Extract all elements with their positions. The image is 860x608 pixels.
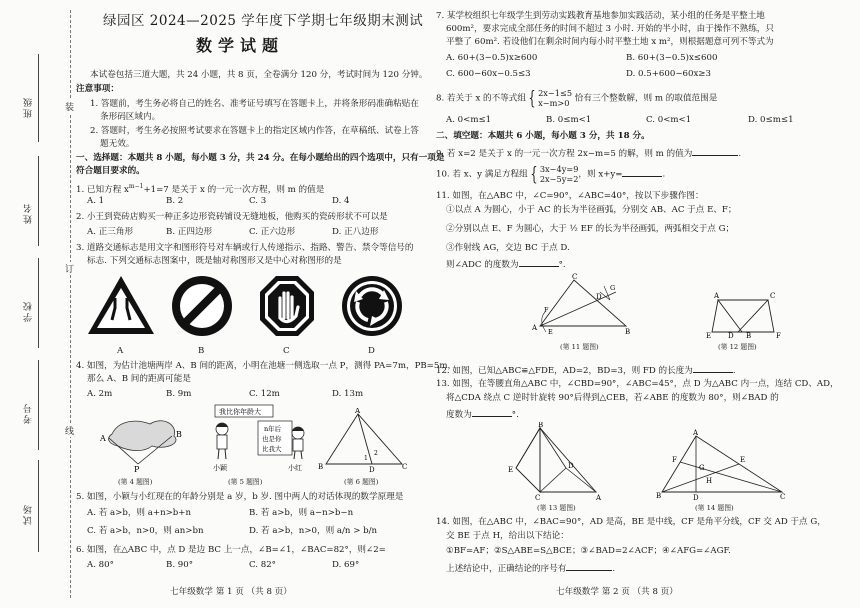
section1-line2: 符合题目要求的。	[76, 166, 145, 176]
q2-option-d: D. 正八边形	[332, 227, 379, 237]
q13-stem-3: 度数为 °.	[446, 407, 519, 421]
notice-2: 2. 答题时，考生务必按照考试要求在答题卡上的指定区域内作答，在草稿纸、试卷上答	[90, 126, 419, 136]
q14-stem-1: 14. 如图，在△ABC 中，∠BAC=90°，AD 是高，BE 是中线，CF 是角平分线，CF 交 AD 于点 G，	[436, 517, 826, 527]
caption-figure-6: (第 6 题图)	[344, 478, 379, 486]
binding-char-3: 线	[65, 424, 74, 437]
section1-line1: 一、选择题：本题共 8 小题，每小题 3 分，共 24 分。在每小题给出的四个选项中，只有一项是	[76, 153, 445, 163]
q13-stem-1: 13. 如图，在等腰直角△ABC 中，∠CBD=90°，∠ABC=45°，点 D 为△ABC 内一点，连结 CD、AD，	[436, 379, 839, 389]
q8-option-c: C. 0<m<1	[646, 115, 692, 125]
q5-option-a: A. 若 a>b，则 a+n>b+n	[87, 508, 192, 518]
fig12-label-c: C	[770, 292, 776, 300]
q5-stem: 5. 如图，小颖与小红现在的年龄分别是 a 岁，b 岁. 图中两人的对话体现的数学原理是	[76, 492, 404, 502]
tri6-label-c: C	[402, 463, 408, 471]
caption-figure-5: (第 5 题图)	[228, 478, 263, 486]
traffic-signs	[84, 272, 414, 344]
q1-option-a: A. 1	[87, 196, 105, 206]
fig12-label-d: D	[728, 332, 734, 338]
tri6-label-a: A	[355, 408, 361, 415]
caption-figure-4: (第 4 题图)	[118, 478, 153, 486]
q13-stem-2: 将△CDA 绕点 C 逆时针旋转 90°后得到△CEB，若∠ABE 的度数为 80°，则∠BAD 的	[446, 393, 779, 403]
fig13-label-a: A	[596, 494, 602, 500]
q1-option-d: D. 4	[332, 196, 350, 206]
caption-figure-13: (第 13 题图)	[537, 504, 576, 512]
notice-2b: 题无效。	[100, 139, 135, 149]
fig11-label-a: A	[532, 324, 538, 332]
intro-text: 本试卷包括三道大题，共 24 小题，共 8 页，全卷满分 120 分，考试时间为 120 分钟。	[90, 70, 428, 80]
q14-stem-3: ①BF=AF；②S△ABE=S△BCE；③∠BAD=2∠ACF；④∠AFG=∠AGF.	[446, 546, 731, 556]
kid-2-icon	[292, 427, 304, 459]
q11-ask: 则∠ADC 的度数为 °.	[446, 257, 566, 271]
q3-option-c: C	[283, 346, 290, 356]
notice-1b: 条形码区域内。	[100, 112, 161, 122]
right-footer: 七年级数学 第 2 页 （共 8 页）	[556, 587, 678, 597]
q7-option-c: C. 600−60x−0.5≤3	[446, 69, 531, 79]
figure-5-dialogue	[202, 403, 310, 473]
q11-step-1: ①以点 A 为圆心，小于 AC 的长为半径画弧，分别交 AB、AC 于点 E、F；	[446, 205, 737, 215]
q7-stem-1: 7. 某学校组织七年级学生到劳动实践教育基地参加实践活动，某小组的任务是平整土地	[436, 11, 765, 21]
name-underline	[38, 156, 39, 246]
q7-stem-3: 平整了 60m². 若设他们在剩余时间内每小时平整土地 x m²，则根据题意可列不等式为	[446, 37, 774, 47]
fig12-label-e: E	[706, 332, 712, 338]
q2-stem: 2. 小王到瓷砖店购买一种正多边形瓷砖铺设无缝地板，他购买的瓷砖形状不可以是	[76, 212, 388, 222]
class-label: 班级	[24, 96, 34, 118]
room-label: 试场	[24, 503, 34, 525]
q1-stem: 1. 已知方程 $x^{m-1}+1=7$ 是关于 x 的一元一次方程，则 m 的值是	[76, 183, 325, 195]
q9-stem: 9. 若 x=2 是关于 x 的一元一次方程 2x−m=5 的解，则 m 的值为 .	[436, 146, 741, 160]
fig13-label-e: E	[508, 466, 514, 474]
q11-step-2: ②分别以点 E、F 为圆心，大于 ½ EF 的长为半径画弧，两弧相交于点 G；	[446, 224, 735, 234]
fig11-label-d: D	[596, 293, 602, 301]
q7-option-b: B. 60+(3−0.5)x≤600	[626, 53, 718, 63]
fig11-label-g: G	[610, 284, 616, 292]
q11-stem: 11. 如图，在△ABC 中，∠C=90°，∠ABC=40°，按以下步骤作图：	[436, 191, 704, 201]
fig14-label-a: A	[693, 429, 699, 437]
section2-heading: 二、填空题：本题共 6 小题，每小题 3 分，共 18 分。	[436, 131, 650, 141]
q8-stem: 8. 若关于 x 的不等式组 { 2x−1≤5 x−m>0 恰有三个整数解，则 m 的取值范围是	[436, 87, 718, 109]
q8-option-a: A. 0<m≤1	[446, 115, 492, 125]
room-underline	[38, 460, 39, 552]
q3-option-d: D	[368, 346, 375, 356]
q2-option-a: A. 正三角形	[87, 227, 134, 237]
caption-figure-12: (第 12 题图)	[718, 343, 757, 351]
speech-2-line3: 比我大	[262, 445, 282, 453]
school-label: 学校	[24, 300, 34, 322]
q8-option-d: D. 0≤m≤1	[748, 115, 794, 125]
q6-stem: 6. 如图，在△ABC 中，点 D 是边 BC 上一点，∠B=∠1，∠BAC=82°，则∠2=	[76, 545, 386, 555]
q14-stem-4: 上述结论中，正确结论的序号有 .	[446, 561, 615, 575]
kid-2-label: 小红	[288, 464, 302, 472]
fig13-label-d: D	[568, 462, 574, 470]
fig11-label-b: B	[625, 328, 631, 336]
fig12-label-b: B	[746, 332, 752, 338]
q7-stem-2: 600m²，要求完成全部任务的时间不超过 3 小时. 开始的半小时，由于操作不熟练，只	[446, 24, 774, 34]
q10-stem: 10. 若 x、y 满足方程组 { 3x−4y=9 2x−5y=2，则 x+y= .	[436, 163, 666, 185]
q3-option-a: A	[117, 346, 124, 356]
name-label: 姓名	[24, 202, 34, 224]
fig14-label-c: C	[780, 493, 786, 500]
binding-line	[70, 10, 71, 598]
q1-option-c: C. 3	[249, 196, 267, 206]
q6-option-c: C. 82°	[249, 560, 276, 570]
q5-option-c: C. 若 a>b，n>0，则 an>bn	[87, 526, 204, 536]
q2-option-b: B. 正四边形	[166, 227, 213, 237]
pond-label-b: B	[176, 430, 182, 439]
figure-4-pond	[92, 410, 192, 472]
exam-subtitle: 数学试题	[196, 36, 285, 55]
notice-title: 注意事项：	[76, 84, 119, 94]
fig14-label-g: G	[699, 464, 705, 472]
fig12-label-f: F	[776, 332, 781, 338]
notice-1: 1. 答题前，考生务必将自己的姓名、准考证号填写在答题卡上，并将条形码准确粘贴在	[90, 99, 419, 109]
left-footer: 七年级数学 第 1 页 （共 8 页）	[170, 587, 292, 597]
q4-stem-1: 4. 如图，为估计池塘两岸 A、B 间的距离，小明在池塘一侧选取一点 P，测得 PA=7m，PB=5m，	[76, 361, 457, 371]
q4-stem-2: 那么 A、B 间的距离可能是	[87, 374, 191, 384]
figure-6-triangle	[318, 408, 408, 472]
sign-b-prohibition-icon	[172, 276, 232, 336]
q1-option-b: B. 2	[166, 196, 184, 206]
fig14-label-h: H	[706, 477, 713, 485]
fig13-label-c: C	[535, 494, 541, 500]
figure-14-triangle	[656, 428, 786, 500]
class-underline	[38, 54, 39, 142]
q5-option-b: B. 若 a>b，则 a−n>b−n	[249, 508, 354, 518]
binding-char-2: 订	[65, 262, 74, 275]
pond-label-a: A	[100, 434, 106, 443]
kid-1-icon	[216, 423, 228, 459]
tri6-label-b: B	[318, 463, 324, 471]
speech-2-line2: 也是你	[262, 435, 282, 443]
fig14-label-b: B	[656, 492, 662, 500]
pond-label-p: P	[134, 465, 140, 472]
caption-figure-11: (第 11 题图)	[560, 343, 599, 351]
tri6-angle-2: 2	[374, 450, 378, 457]
exam-no-label: 考号	[24, 402, 34, 424]
q6-option-d: D. 69°	[332, 560, 360, 570]
q7-option-d: D. 0.5+600−60x≥3	[626, 69, 711, 79]
fig11-label-c: C	[572, 273, 578, 281]
speech-2-line1: n年后	[264, 425, 282, 433]
tri6-angle-1: 1	[364, 455, 368, 462]
fig14-label-e: E	[740, 456, 746, 464]
q5-option-d: D. 若 a>b，n>0，则 a/n > b/n	[249, 526, 378, 536]
q7-option-a: A. 60+(3−0.5)x≥600	[446, 53, 538, 63]
fig12-label-a: A	[714, 292, 720, 300]
exam-no-underline	[38, 360, 39, 450]
kid-1-label: 小颖	[213, 464, 227, 472]
binding-char-1: 装	[65, 100, 74, 113]
figure-11-construction	[530, 272, 634, 338]
q3-stem-1: 3. 道路交通标志是用文字和图形符号对车辆或行人传递指示、指路、警告、禁令等信号的	[76, 243, 414, 253]
fig14-label-f: F	[672, 456, 677, 464]
fig11-label-f: F	[544, 306, 549, 314]
sign-a-road-narrows-icon	[88, 276, 154, 334]
q2-option-c: C. 正六边形	[249, 227, 296, 237]
fig11-label-e: E	[548, 328, 553, 336]
q4-option-a: A. 2m	[87, 389, 113, 399]
q3-stem-2: 标志. 下列交通标志图案中，既是轴对称图形又是中心对称图形的是	[87, 256, 342, 266]
q11-step-3: ③作射线 AG，交边 BC 于点 D.	[446, 243, 570, 253]
speech-1: 我比你年龄大	[219, 408, 261, 416]
q3-option-b: B	[198, 346, 205, 356]
q8-option-b: B. 0≤m<1	[546, 115, 592, 125]
caption-figure-14: (第 14 题图)	[695, 504, 734, 512]
q14-stem-2: 交 BE 于点 H，给出以下结论：	[446, 531, 569, 541]
figure-12-congruent	[706, 292, 786, 338]
sign-c-stop-hand-icon	[260, 276, 314, 336]
q12-stem: 12. 如图，已知△ABC≌△FDE，AD=2，BD=3，则 FD 的长度为 .	[436, 363, 736, 377]
q4-option-c: C. 12m	[249, 389, 280, 399]
q6-option-a: A. 80°	[87, 560, 114, 570]
q4-option-b: B. 9m	[166, 389, 192, 399]
figure-13-rotation	[508, 422, 604, 500]
exam-title: 绿园区 2024—2025 学年度下学期七年级期末测试	[103, 13, 424, 29]
tri6-label-d: D	[369, 466, 375, 472]
q4-option-d: D. 13m	[332, 389, 364, 399]
fig13-label-b: B	[538, 422, 544, 429]
sign-d-roundabout-icon	[342, 276, 402, 336]
fig14-label-d: D	[693, 494, 699, 500]
q6-option-b: B. 90°	[166, 560, 194, 570]
school-underline	[38, 258, 39, 348]
